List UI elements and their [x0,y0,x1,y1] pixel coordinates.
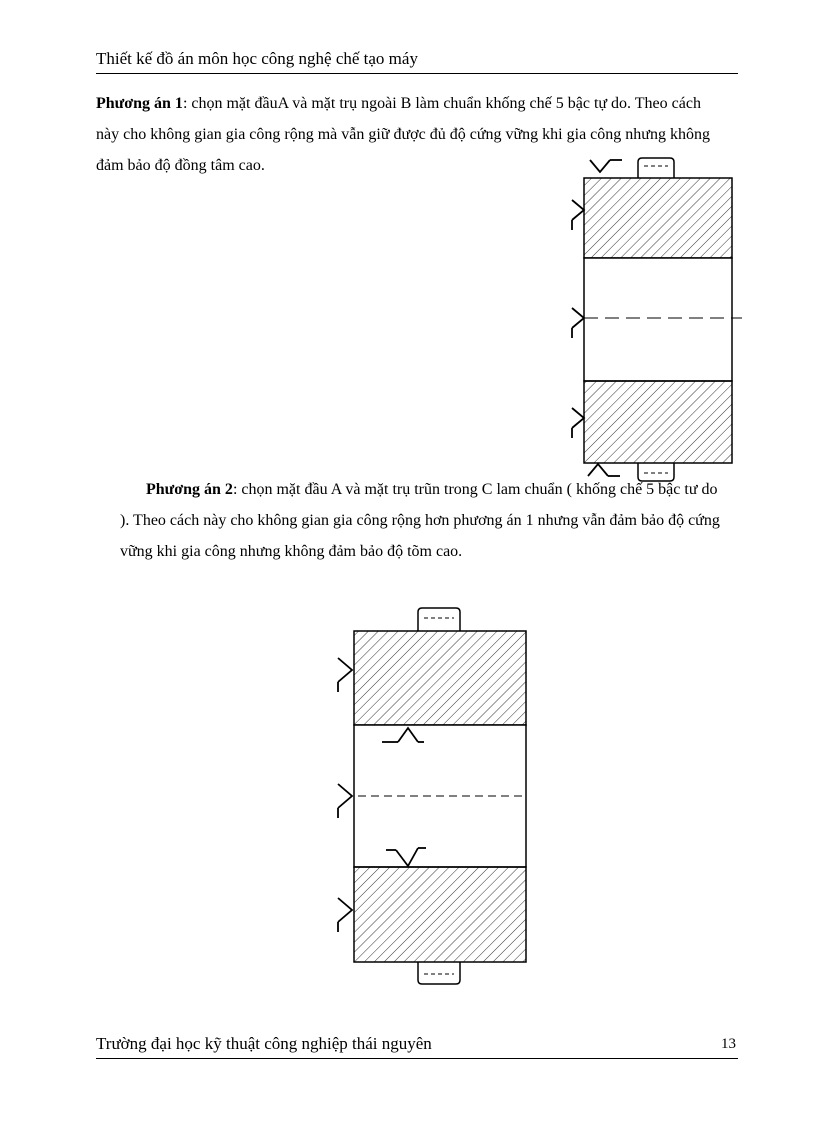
paragraph-option-2 [120,474,730,567]
page-number: 13 [721,1036,736,1052]
bottom-tooth-2 [418,962,460,984]
footer-school: Trường đại học kỹ thuật công nghiệp thái nguyên [96,1034,432,1053]
header-title: Thiết kế đồ án môn học công nghệ chế tạo máy [96,49,418,68]
bore-section [584,258,732,381]
lower-hatched-section [584,381,732,463]
upper-hatched-section [584,178,732,258]
page-footer [96,1033,738,1059]
datum-symbol-left-upper [572,200,584,230]
page-header [96,48,738,74]
top-tooth-2 [418,608,460,631]
top-tooth [638,158,674,178]
datum-symbol-left-upper-2 [338,658,352,692]
gear-fixture-diagram-1 [560,150,745,490]
option-1-text: : chọn mặt đầuA và mặt trụ ngoài B làm chuẩn khống chế 5 bậc tự do. Theo cách này cho không gian gia công rộng mà vẫn giữ được đủ độ cứng vững khi gia công nhưng không đảm bảo độ đồng tâm cao. [96,95,710,174]
option-1-label: Phương án 1 [96,95,183,112]
datum-symbol-left-lower [572,408,584,438]
datum-symbol-top [590,160,622,172]
datum-symbol-left-middle-2 [338,784,352,818]
option-2-label: Phương án 2 [146,481,233,498]
gear-fixture-diagram-2 [320,600,540,990]
datum-symbol-left-middle [572,308,584,338]
upper-hatched-section-2 [354,631,526,725]
lower-hatched-section-2 [354,867,526,962]
option-2-text: : chọn mặt đầu A và mặt trụ trũn trong C lam chuẩn ( khống chế 5 bậc tư do ). Theo cách này cho không gian gia công rộng hơn phương án 1 nhưng vẫn đảm bảo độ cứng vững khi gia công nhưng không đảm bảo độ tõm cao. [120,481,720,560]
datum-symbol-left-lower-2 [338,898,352,932]
